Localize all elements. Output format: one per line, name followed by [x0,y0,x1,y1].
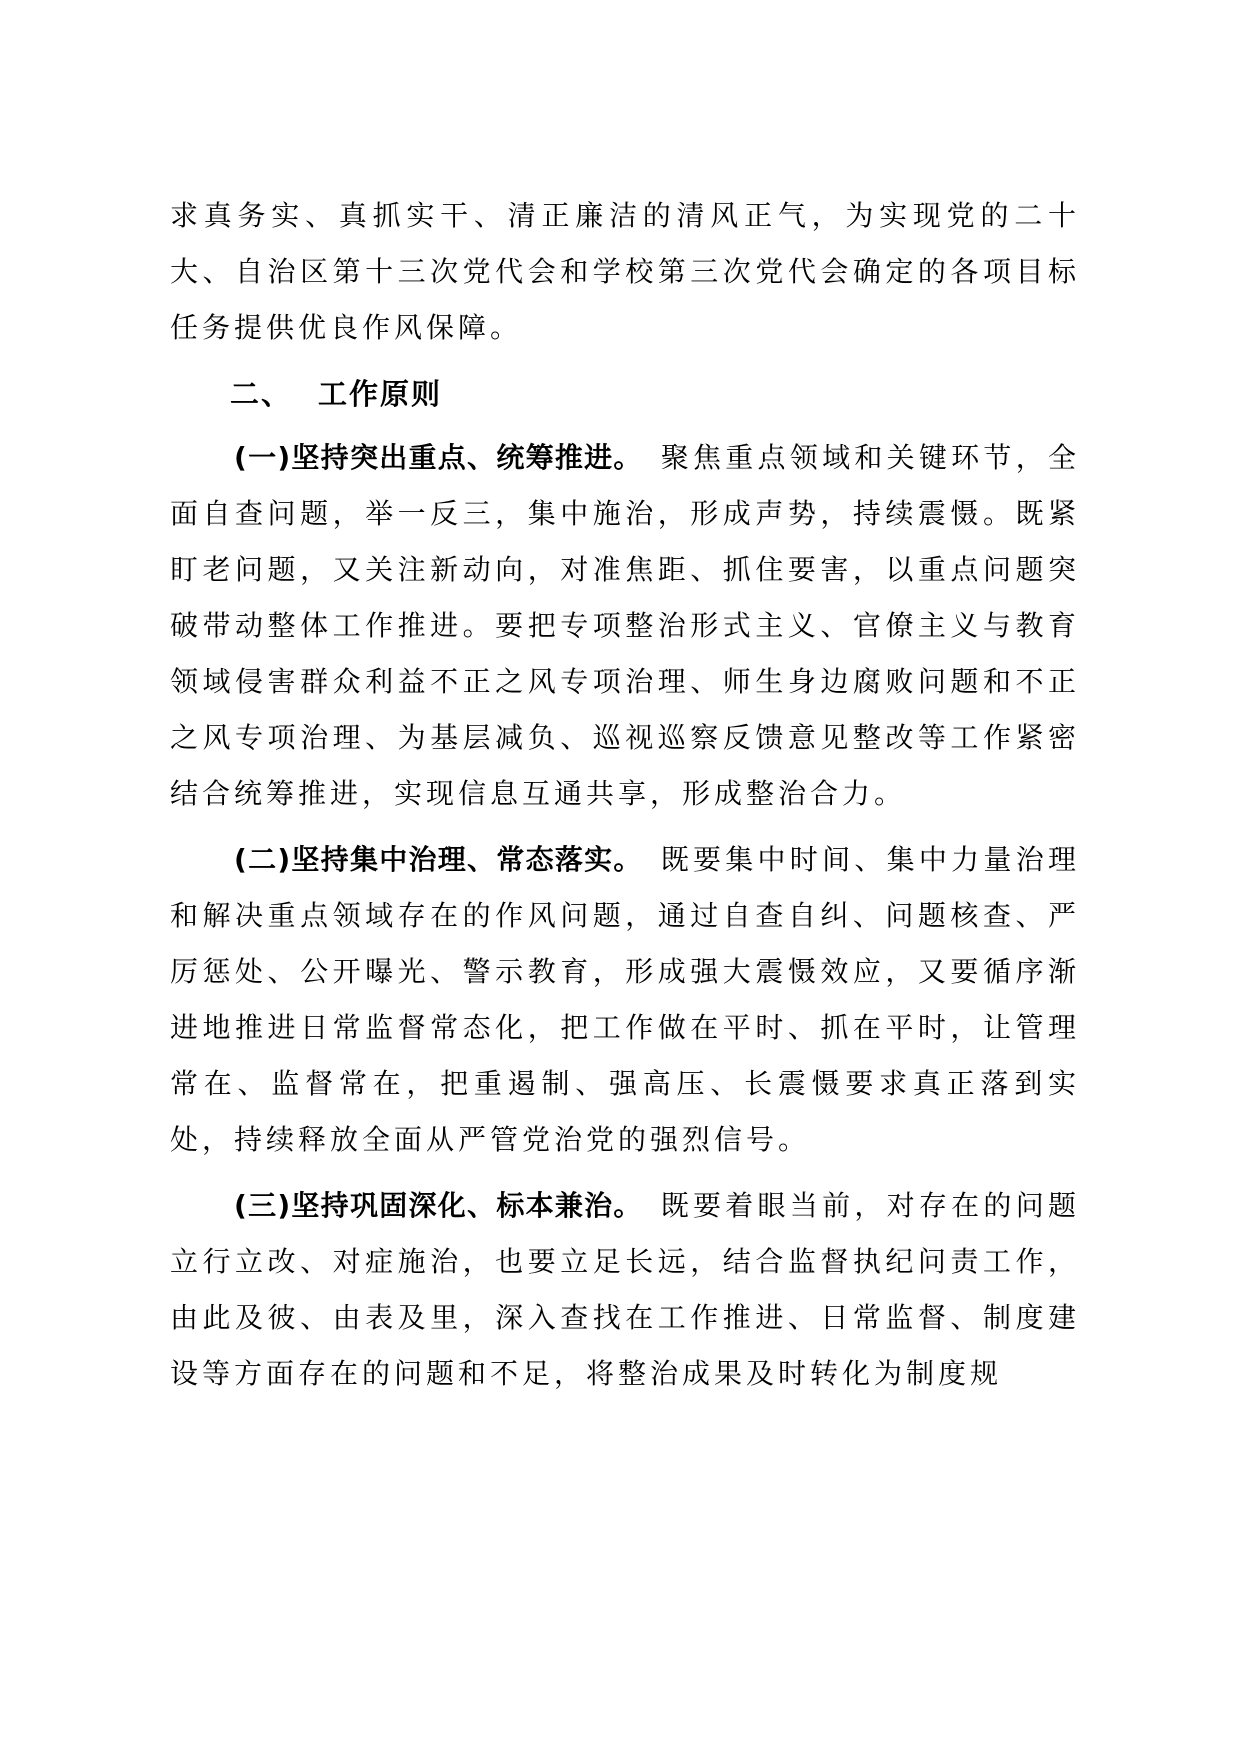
document-body [170,188,1080,1412]
principle-body: 聚焦重点领域和关键环节，全面自查问题，举一反三，集中施治，形成声势，持续震慑。既紧盯老问题，又关注新动向，对准焦距、抓住要害，以重点问题突破带动整体工作推进。要把专项整治形式主义、官僚主义与教育领域侵害群众利益不正之风专项治理、师生身边腐败问题和不正之风专项治理、为基层减负、巡视巡察反馈意见整改等工作紧密结合统筹推进，实现信息互通共享，形成整治合力。 [170,441,1080,810]
principle-body: 既要着眼当前，对存在的问题立行立改、对症施治，也要立足长远，结合监督执纪问责工作，由此及彼、由表及里，深入查找在工作推进、日常监督、制度建设等方面存在的问题和不足，将整治成果及时转化为制度规 [170,1189,1080,1390]
principle-paragraph-3 [170,1178,1080,1402]
principle-lead: (一)坚持突出重点、统筹推进。 [234,441,643,474]
section-title: 工作原则 [318,377,443,411]
section-number: 二、 [230,377,293,411]
principle-body: 既要集中时间、集中力量治理和解决重点领域存在的作风问题，通过自查自纠、问题核查、严厉惩处、公开曝光、警示教育，形成强大震慑效应，又要循序渐进地推进日常监督常态化，把工作做在平时、抓在平时，让管理常在、监督常在，把重遏制、强高压、长震慑要求真正落到实处，持续释放全面从严管党治党的强烈信号。 [170,843,1080,1156]
section-heading [170,366,1080,422]
principle-paragraph-2 [170,832,1080,1168]
principle-paragraph-1 [170,430,1080,822]
intro-paragraph: 求真务实、真抓实干、清正廉洁的清风正气，为实现党的二十大、自治区第十三次党代会和学校第三次党代会确定的各项目标任务提供优良作风保障。 [170,199,1080,344]
principle-lead: (三)坚持巩固深化、标本兼治。 [234,1189,643,1222]
principle-lead: (二)坚持集中治理、常态落实。 [234,843,643,876]
